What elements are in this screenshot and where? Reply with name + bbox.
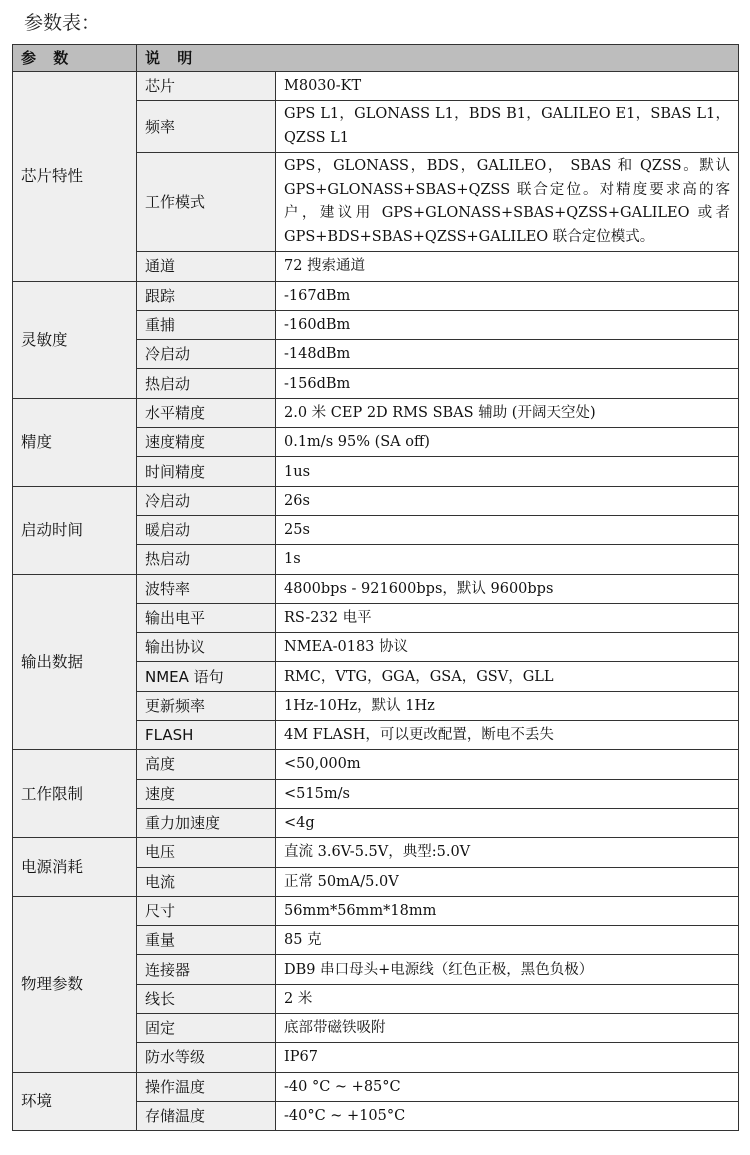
param-value: DB9 串口母头+电源线（红色正极，黑色负极）	[276, 955, 739, 984]
table-row	[13, 574, 739, 603]
param-value: 2.0 米 CEP 2D RMS SBAS 辅助 (开阔天空处)	[276, 398, 739, 427]
param-label: 热启动	[137, 545, 276, 574]
param-value: 直流 3.6V-5.5V，典型:5.0V	[276, 838, 739, 867]
param-value: 正常 50mA/5.0V	[276, 867, 739, 896]
param-value: 0.1m/s 95% (SA off)	[276, 428, 739, 457]
param-value: -40 °C ~ +85°C	[276, 1072, 739, 1101]
param-label: 重力加速度	[137, 808, 276, 837]
group-label: 电源消耗	[13, 838, 137, 897]
group-label: 精度	[13, 398, 137, 486]
table-row	[13, 72, 739, 101]
param-label: 速度精度	[137, 428, 276, 457]
spec-table-body	[13, 72, 739, 1131]
param-value: 底部带磁铁吸附	[276, 1014, 739, 1043]
param-value: 26s	[276, 486, 739, 515]
param-value: 56mm*56mm*18mm	[276, 896, 739, 925]
param-label: 存储温度	[137, 1101, 276, 1130]
param-label: 水平精度	[137, 398, 276, 427]
param-value: RMC，VTG，GGA，GSA，GSV，GLL	[276, 662, 739, 691]
spec-table	[12, 44, 739, 1131]
group-label: 物理参数	[13, 896, 137, 1072]
param-label: 线长	[137, 984, 276, 1013]
param-value: 72 搜索通道	[276, 252, 739, 281]
table-row	[13, 398, 739, 427]
param-label: 冷启动	[137, 340, 276, 369]
param-value: M8030-KT	[276, 72, 739, 101]
param-label: NMEA 语句	[137, 662, 276, 691]
group-label: 输出数据	[13, 574, 137, 750]
param-label: 连接器	[137, 955, 276, 984]
param-value: 4M FLASH，可以更改配置，断电不丢失	[276, 721, 739, 750]
param-value: NMEA-0183 协议	[276, 633, 739, 662]
header-desc: 说 明	[137, 45, 739, 72]
param-label: 输出协议	[137, 633, 276, 662]
param-value: <4g	[276, 808, 739, 837]
param-label: 芯片	[137, 72, 276, 101]
param-label: 操作温度	[137, 1072, 276, 1101]
param-value: 2 米	[276, 984, 739, 1013]
table-row	[13, 486, 739, 515]
param-value: -40°C ~ +105°C	[276, 1101, 739, 1130]
param-label: FLASH	[137, 721, 276, 750]
table-row	[13, 838, 739, 867]
param-label: 重量	[137, 926, 276, 955]
param-label: 尺寸	[137, 896, 276, 925]
param-label: 高度	[137, 750, 276, 779]
param-value: GPS，GLONASS，BDS，GALILEO， SBAS 和 QZSS。默认 GPS+GLONASS+SBAS+QZSS 联合定位。对精度要求高的客户，建议用 GPS+GLONASS+SBAS+QZSS+GALILEO 或者 GPS+BDS+SBAS+QZSS+GALILEO 联合定位模式。	[276, 153, 739, 252]
table-header-row	[13, 45, 739, 72]
param-label: 通道	[137, 252, 276, 281]
param-label: 防水等级	[137, 1043, 276, 1072]
group-label: 工作限制	[13, 750, 137, 838]
param-value: RS-232 电平	[276, 603, 739, 632]
table-row	[13, 896, 739, 925]
param-label: 跟踪	[137, 281, 276, 310]
header-param: 参 数	[13, 45, 137, 72]
group-label: 启动时间	[13, 486, 137, 574]
param-label: 输出电平	[137, 603, 276, 632]
param-value: 1us	[276, 457, 739, 486]
param-label: 波特率	[137, 574, 276, 603]
param-value: <50,000m	[276, 750, 739, 779]
param-label: 频率	[137, 101, 276, 153]
param-label: 更新频率	[137, 691, 276, 720]
param-label: 热启动	[137, 369, 276, 398]
param-label: 电压	[137, 838, 276, 867]
param-value: 4800bps - 921600bps，默认 9600bps	[276, 574, 739, 603]
param-value: IP67	[276, 1043, 739, 1072]
group-label: 灵敏度	[13, 281, 137, 398]
table-row	[13, 281, 739, 310]
param-value: -148dBm	[276, 340, 739, 369]
table-row	[13, 750, 739, 779]
param-value: 1s	[276, 545, 739, 574]
param-label: 冷启动	[137, 486, 276, 515]
param-value: GPS L1，GLONASS L1，BDS B1，GALILEO E1，SBAS L1，QZSS L1	[276, 101, 739, 153]
param-label: 速度	[137, 779, 276, 808]
param-label: 重捕	[137, 310, 276, 339]
page-title: 参数表：	[24, 12, 101, 34]
param-value: 85 克	[276, 926, 739, 955]
param-value: -160dBm	[276, 310, 739, 339]
table-row	[13, 1072, 739, 1101]
param-value: 1Hz-10Hz，默认 1Hz	[276, 691, 739, 720]
param-label: 时间精度	[137, 457, 276, 486]
param-label: 电流	[137, 867, 276, 896]
param-label: 暖启动	[137, 515, 276, 544]
param-value: -156dBm	[276, 369, 739, 398]
group-label: 环境	[13, 1072, 137, 1131]
param-value: 25s	[276, 515, 739, 544]
param-label: 固定	[137, 1014, 276, 1043]
param-value: <515m/s	[276, 779, 739, 808]
param-value: -167dBm	[276, 281, 739, 310]
param-label: 工作模式	[137, 153, 276, 252]
group-label: 芯片特性	[13, 72, 137, 282]
